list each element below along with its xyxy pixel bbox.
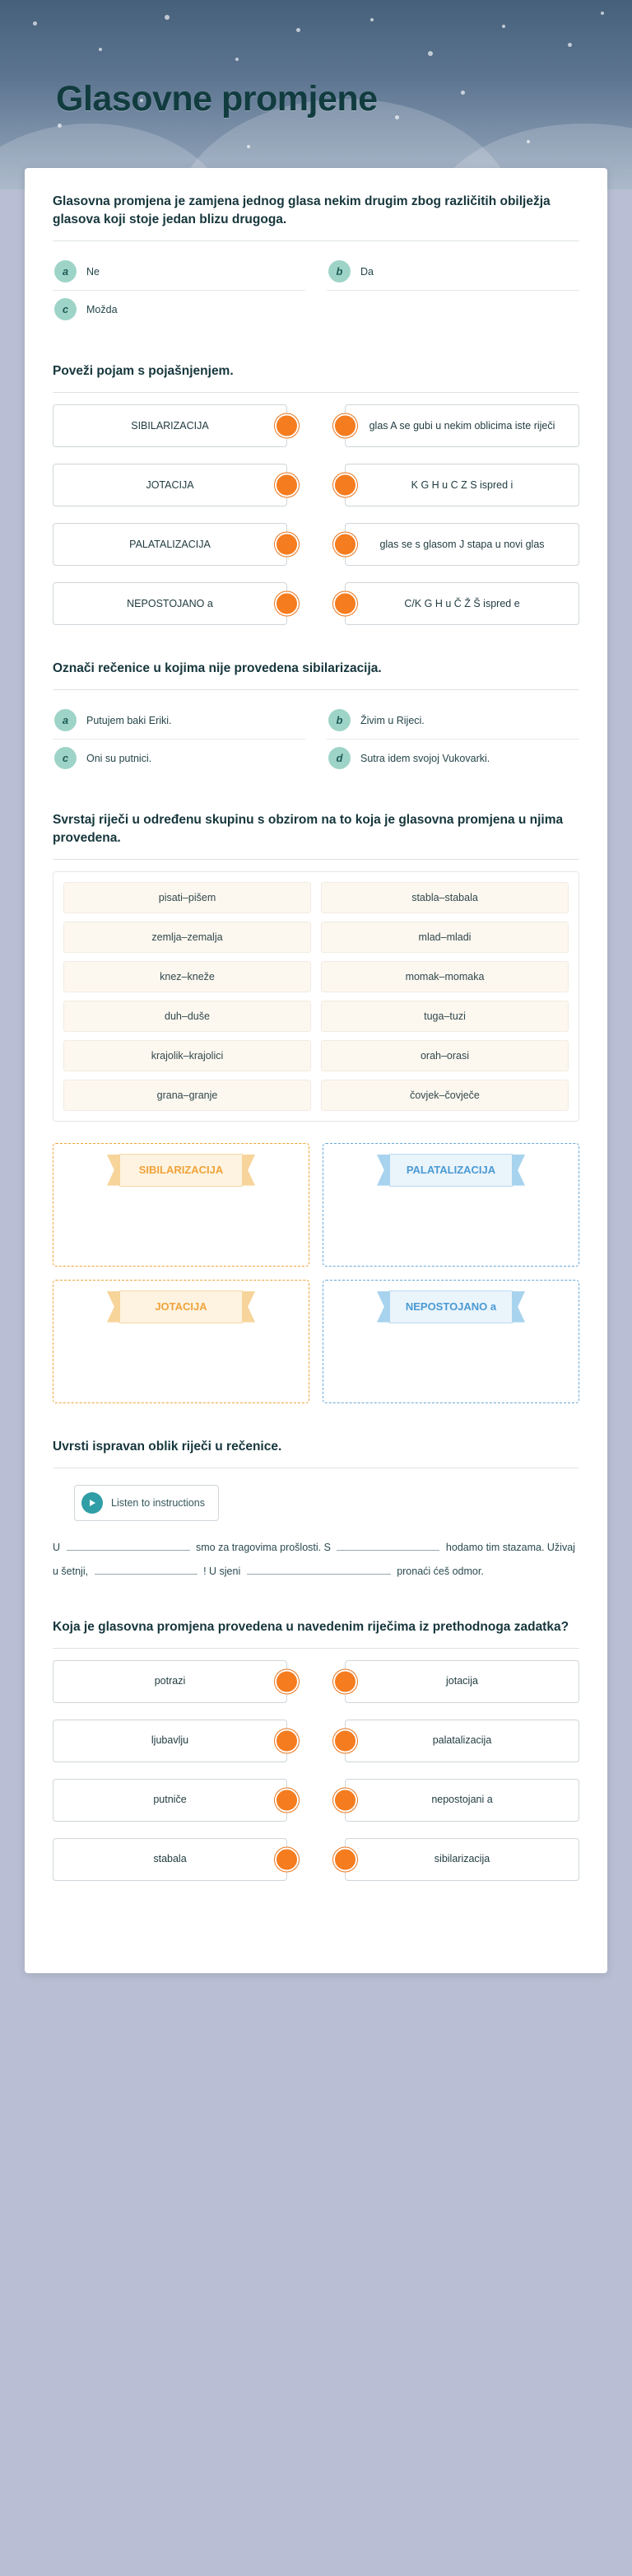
cloze-blank-4[interactable] — [247, 1563, 391, 1575]
option-label: Da — [360, 265, 374, 278]
word-bank — [53, 871, 579, 1122]
match-left-label: NEPOSTOJANO a — [127, 597, 213, 609]
match-left-label: SIBILARIZACIJA — [131, 419, 209, 432]
question-3-options — [53, 702, 579, 777]
option-b[interactable] — [327, 702, 579, 740]
word-chip[interactable]: pisati–pišem — [63, 882, 311, 913]
drop-zone-sibilarizacija[interactable] — [53, 1143, 309, 1267]
match-row — [53, 1838, 579, 1881]
match-right-item[interactable] — [345, 404, 579, 447]
option-key-bubble: c — [54, 298, 77, 320]
match-left-item[interactable] — [53, 582, 287, 625]
connector-dot-icon[interactable] — [333, 533, 357, 557]
zone-label: SIBILARIZACIJA — [119, 1154, 243, 1187]
match-left-label: ljubavlju — [151, 1734, 189, 1747]
question-5-prompt: Uvrsti ispravan oblik riječi u rečenice. — [53, 1440, 282, 1454]
match-row — [53, 404, 579, 447]
connector-dot-icon[interactable] — [275, 1669, 299, 1693]
card-footer-space — [53, 1916, 579, 1924]
connector-dot-icon[interactable] — [275, 533, 299, 557]
option-d[interactable] — [327, 740, 579, 777]
question-5 — [53, 1438, 579, 1584]
match-left-item[interactable] — [53, 1660, 287, 1703]
drop-zone-jotacija[interactable] — [53, 1280, 309, 1403]
match-row — [53, 464, 579, 506]
connector-dot-icon[interactable] — [275, 1729, 299, 1752]
match-right-label: C/K G H u Č Ž Š ispred e — [404, 597, 520, 609]
listen-to-instructions-button[interactable] — [74, 1485, 219, 1521]
option-key-bubble: b — [328, 709, 351, 731]
match-right-label: nepostojani a — [431, 1794, 493, 1806]
option-key-bubble: d — [328, 747, 351, 769]
question-1-prompt: Glasovna promjena je zamjena jednog glasa nekim drugim zbog različitih obilježja glasova koji stoje jedan blizu drugoga. — [53, 194, 551, 226]
zone-label: NEPOSTOJANO a — [389, 1290, 513, 1323]
word-chip[interactable]: zemlja–zemalja — [63, 922, 311, 953]
option-label: Oni su putnici. — [86, 752, 152, 764]
zone-label: JOTACIJA — [119, 1290, 243, 1323]
option-a[interactable] — [53, 702, 305, 740]
option-key-bubble: c — [54, 747, 77, 769]
play-icon — [81, 1492, 103, 1514]
question-3-prompt: Označi rečenice u kojima nije provedena sibilarizacija. — [53, 661, 382, 675]
match-left-item[interactable] — [53, 1838, 287, 1881]
word-chip[interactable]: knez–kneže — [63, 961, 311, 992]
word-chip[interactable]: duh–duše — [63, 1001, 311, 1032]
option-key-bubble: a — [54, 709, 77, 731]
option-label: Ne — [86, 265, 100, 278]
option-label: Živim u Rijeci. — [360, 714, 425, 726]
connector-dot-icon[interactable] — [333, 1669, 357, 1693]
word-chip[interactable]: tuga–tuzi — [321, 1001, 569, 1032]
match-row — [53, 1720, 579, 1762]
match-left-label: putniče — [153, 1794, 187, 1806]
connector-dot-icon[interactable] — [333, 1847, 357, 1871]
option-c[interactable] — [53, 291, 305, 328]
match-left-item[interactable] — [53, 464, 287, 506]
cloze-text — [53, 1536, 579, 1584]
match-left-label: potrazi — [154, 1675, 186, 1687]
word-bank-grid — [63, 882, 569, 1111]
cloze-part-5: pronaći ćeš odmor. — [397, 1565, 484, 1577]
option-c[interactable] — [53, 740, 305, 777]
match-right-label: glas A se gubi u nekim oblicima iste riječi — [369, 419, 555, 432]
divider — [53, 1648, 579, 1649]
option-key-bubble: a — [54, 260, 77, 282]
match-row — [53, 1660, 579, 1703]
question-1-options — [53, 253, 579, 328]
drop-zone-palatalizacija[interactable] — [323, 1143, 579, 1267]
drop-zones — [53, 1143, 579, 1403]
cloze-part-4: ! U sjeni — [203, 1565, 241, 1577]
question-4-prompt: Svrstaj riječi u određenu skupinu s obzirom na to koja je glasovna promjena u njima provedena. — [53, 813, 564, 845]
word-chip[interactable]: stabla–stabala — [321, 882, 569, 913]
match-row — [53, 523, 579, 566]
word-chip[interactable]: krajolik–krajolici — [63, 1040, 311, 1071]
match-left-item[interactable] — [53, 404, 287, 447]
ribbon-wrap — [333, 1154, 569, 1187]
match-left-item[interactable] — [53, 1779, 287, 1822]
page-title: Glasovne promjene — [56, 79, 378, 119]
question-1 — [53, 193, 579, 328]
ribbon-wrap — [63, 1290, 299, 1323]
match-row — [53, 582, 579, 625]
match-left-label: JOTACIJA — [146, 478, 194, 491]
option-a[interactable] — [53, 253, 305, 291]
match-right-item[interactable] — [345, 1838, 579, 1881]
word-chip[interactable]: grana–granje — [63, 1080, 311, 1111]
ribbon-wrap — [63, 1154, 299, 1187]
match-right-label: glas se s glasom J stapa u novi glas — [379, 538, 545, 550]
match-right-item[interactable] — [345, 582, 579, 625]
question-2-prompt: Poveži pojam s pojašnjenjem. — [53, 364, 234, 378]
connector-dot-icon[interactable] — [333, 592, 357, 616]
connector-dot-icon[interactable] — [333, 474, 357, 497]
word-chip[interactable]: mlad–mladi — [321, 922, 569, 953]
cloze-blank-1[interactable] — [67, 1539, 190, 1551]
connector-dot-icon[interactable] — [333, 1788, 357, 1812]
question-4 — [53, 811, 579, 1403]
question-3 — [53, 660, 579, 777]
cloze-part-2: smo za tragovima prošlosti. S — [196, 1542, 331, 1553]
connector-dot-icon[interactable] — [275, 474, 299, 497]
connector-dot-icon[interactable] — [275, 1847, 299, 1871]
option-b[interactable] — [327, 253, 579, 291]
divider — [53, 689, 579, 690]
matching-area — [53, 404, 579, 625]
word-chip[interactable]: čovjek–čovječe — [321, 1080, 569, 1111]
match-right-label: palatalizacija — [432, 1734, 492, 1747]
match-right-label: K G H u C Z S ispred i — [411, 478, 514, 491]
question-6-prompt: Koja je glasovna promjena provedena u navedenim riječima iz prethodnoga zadatka? — [53, 1619, 569, 1634]
zone-label: PALATALIZACIJA — [389, 1154, 513, 1187]
divider — [53, 392, 579, 393]
drop-zone-nepostojano-a[interactable] — [323, 1280, 579, 1403]
option-label: Putujem baki Eriki. — [86, 714, 172, 726]
match-right-label: jotacija — [446, 1675, 478, 1687]
match-left-item[interactable] — [53, 1720, 287, 1762]
question-2 — [53, 362, 579, 625]
word-chip[interactable]: orah–orasi — [321, 1040, 569, 1071]
match-right-item[interactable] — [345, 464, 579, 506]
question-6 — [53, 1618, 579, 1881]
cloze-blank-3[interactable] — [95, 1563, 198, 1575]
match-row — [53, 1779, 579, 1822]
divider — [53, 240, 579, 241]
cloze-part-1: U — [53, 1542, 61, 1553]
connector-dot-icon[interactable] — [275, 414, 299, 438]
ribbon-wrap — [333, 1290, 569, 1323]
match-left-label: stabala — [153, 1853, 187, 1865]
match-left-label: PALATALIZACIJA — [129, 538, 211, 550]
divider — [53, 859, 579, 860]
match-right-label: sibilarizacija — [434, 1853, 490, 1865]
match-right-item[interactable] — [345, 523, 579, 566]
matching-area-2 — [53, 1660, 579, 1881]
cloze-blank-2[interactable] — [337, 1539, 439, 1551]
connector-dot-icon[interactable] — [275, 1788, 299, 1812]
word-chip[interactable]: momak–momaka — [321, 961, 569, 992]
page-banner — [0, 0, 632, 189]
connector-dot-icon[interactable] — [275, 592, 299, 616]
cloze-part-3: hodamo tim stazama. Uživaj u šetnji, — [53, 1542, 575, 1577]
connector-dot-icon[interactable] — [333, 1729, 357, 1752]
match-right-item[interactable] — [345, 1779, 579, 1822]
worksheet-card — [25, 168, 607, 1973]
option-label: Sutra idem svojoj Vukovarki. — [360, 752, 490, 764]
option-label: Možda — [86, 303, 118, 315]
listen-button-label: Listen to instructions — [111, 1497, 205, 1509]
option-key-bubble: b — [328, 260, 351, 282]
connector-dot-icon[interactable] — [333, 414, 357, 438]
match-right-item[interactable] — [345, 1720, 579, 1762]
match-right-item[interactable] — [345, 1660, 579, 1703]
match-left-item[interactable] — [53, 523, 287, 566]
